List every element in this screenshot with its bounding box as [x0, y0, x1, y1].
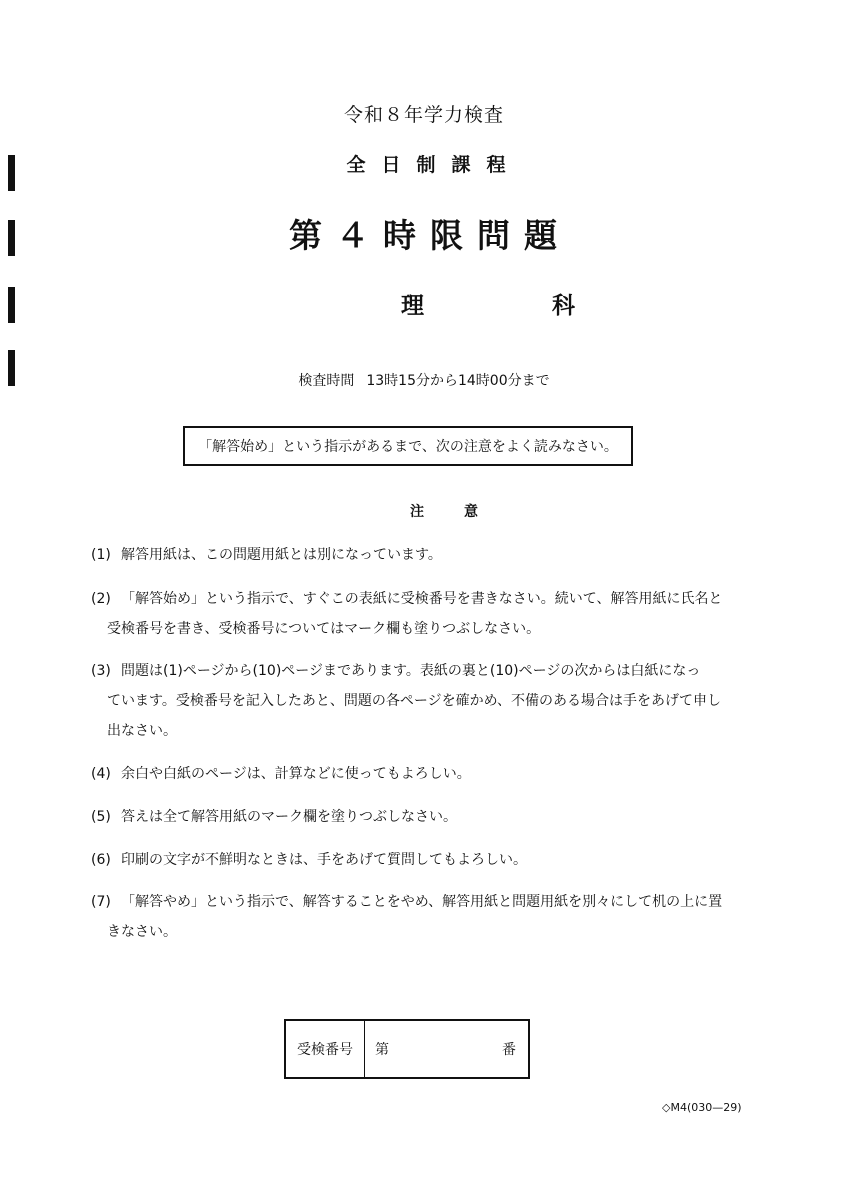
registration-prefix: 第	[375, 1042, 389, 1058]
registration-label: 受検番号	[286, 1021, 365, 1077]
note-line: 印刷の文字が不鮮明なときは、手をあげて質問してもよろしい。	[121, 852, 527, 868]
note-line: きなさい。	[107, 924, 177, 940]
registration-suffix: 番	[502, 1042, 516, 1058]
note-number: (4)	[91, 766, 111, 782]
note-number: (7)	[91, 894, 111, 910]
exam-time-value: 13時15分から14時00分まで	[366, 373, 550, 389]
note-item-5	[91, 802, 751, 832]
exam-time	[0, 370, 848, 390]
note-number: (3)	[91, 663, 111, 679]
note-item-6	[91, 845, 751, 875]
note-line: 余白や白紙のページは、計算などに使ってもよろしい。	[121, 766, 471, 782]
note-number: (5)	[91, 809, 111, 825]
note-item-1	[91, 540, 751, 570]
period-title: 第４時限問題	[289, 216, 571, 255]
notes-heading: 注意	[410, 504, 518, 520]
registration-number-field[interactable]	[365, 1021, 528, 1077]
course-title: 全日制課程	[346, 154, 522, 176]
note-number: (6)	[91, 852, 111, 868]
note-line: 「解答始め」という指示で、すぐこの表紙に受検番号を書きなさい。続いて、解答用紙に氏名と	[121, 591, 723, 607]
note-line: 出なさい。	[107, 723, 177, 739]
note-line: ています。受検番号を記入したあと、問題の各ページを確かめ、不備のある場合は手をあげて申し	[107, 693, 722, 709]
instruction-box	[183, 426, 633, 466]
note-line: 解答用紙は、この問題用紙とは別になっています。	[121, 547, 442, 563]
instruction-text: 「解答始め」という指示があるまで、次の注意をよく読みなさい。	[198, 439, 618, 455]
note-number: (1)	[91, 547, 111, 563]
exam-year-title: 令和８年学力検査	[343, 104, 504, 126]
note-item-3	[91, 656, 751, 746]
exam-time-label: 検査時間	[298, 373, 355, 389]
note-item-7	[91, 887, 751, 947]
note-item-2	[91, 584, 751, 644]
note-number: (2)	[91, 591, 111, 607]
note-line: 答えは全て解答用紙のマーク欄を塗りつぶしなさい。	[121, 809, 457, 825]
footer-code: ◇M4(030—29)	[662, 1101, 742, 1114]
note-item-4	[91, 759, 751, 789]
note-line: 問題は(1)ページから(10)ページまであります。表紙の裏と(10)ページの次からは白紙になっ	[121, 663, 701, 679]
note-line: 受検番号を書き、受検番号についてはマーク欄も塗りつぶしなさい。	[107, 621, 541, 637]
registration-number-box	[284, 1019, 530, 1079]
subject-title: 理科	[401, 293, 703, 319]
note-line: 「解答やめ」という指示で、解答することをやめ、解答用紙と問題用紙を別々にして机の上に置	[121, 894, 723, 910]
